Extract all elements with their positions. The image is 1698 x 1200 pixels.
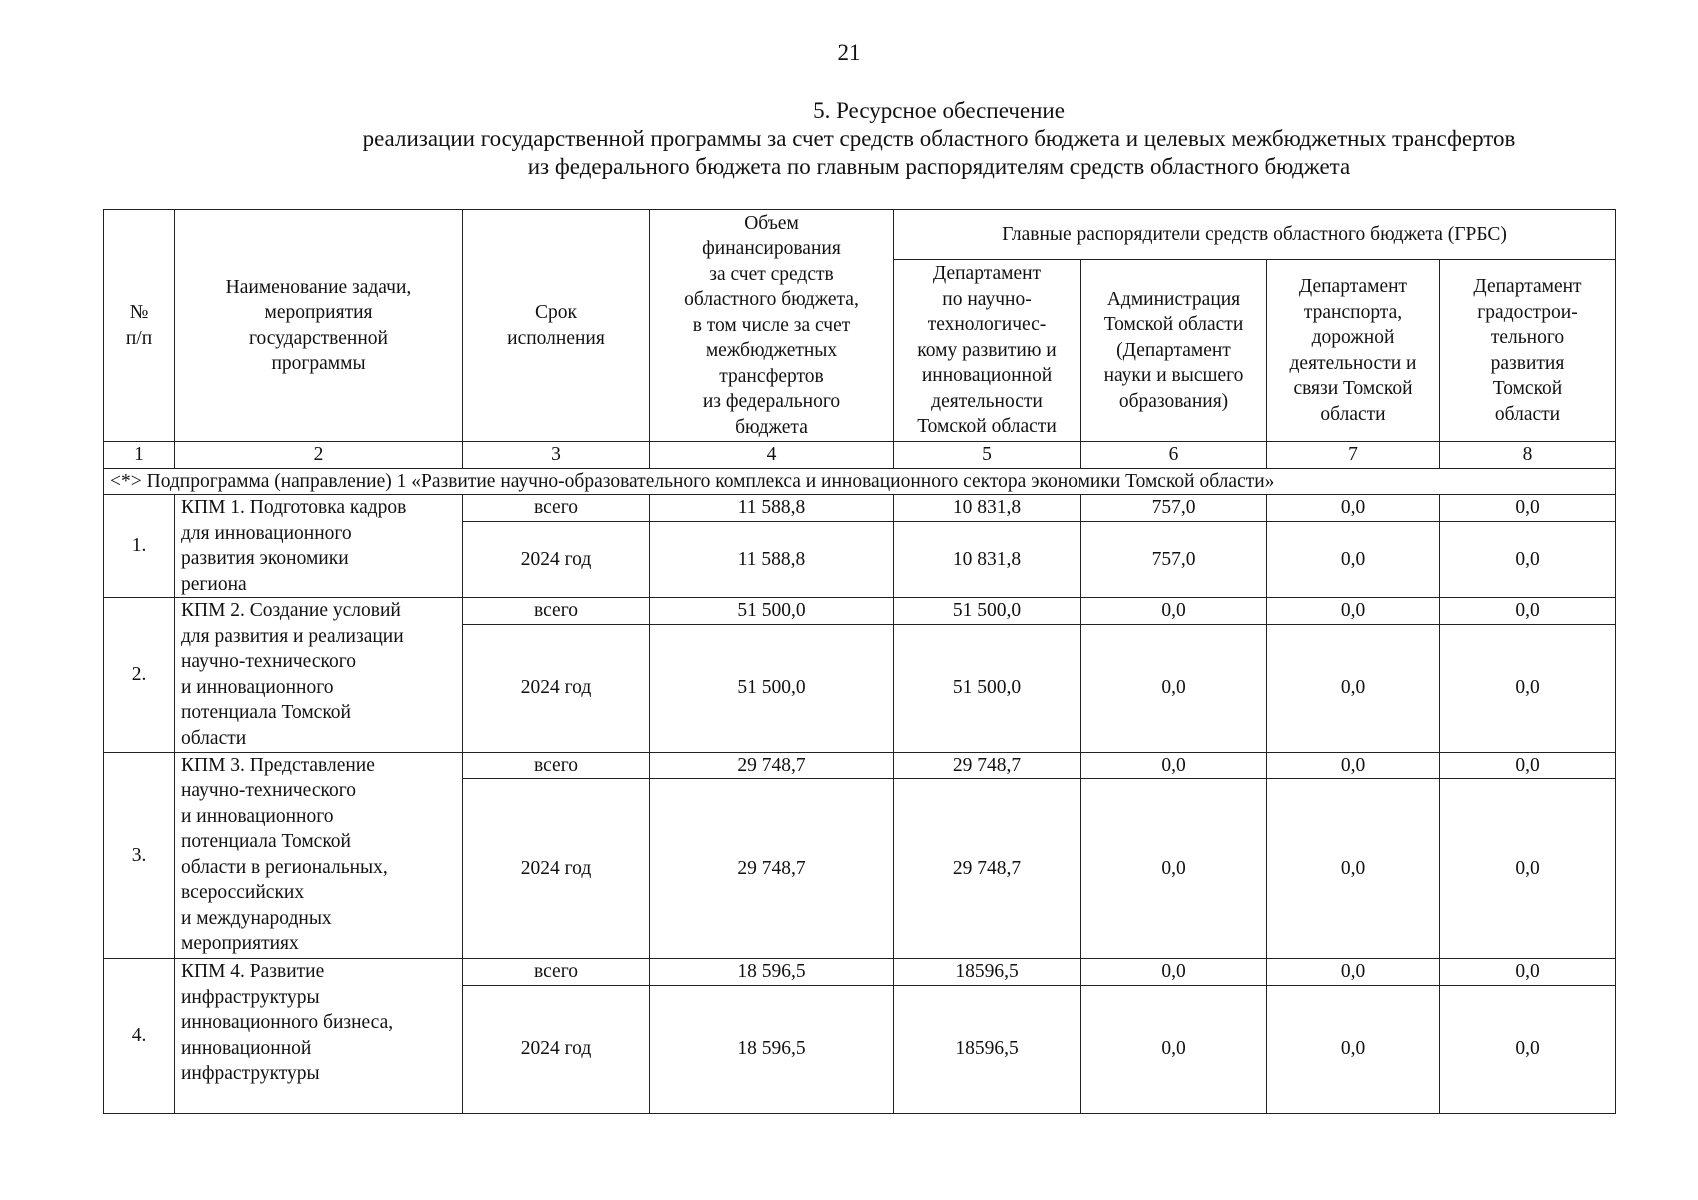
cell-term: всего: [463, 752, 650, 779]
header-term: Срок исполнения: [463, 210, 650, 442]
column-number: 2: [175, 442, 463, 469]
resource-table: [103, 209, 1616, 1114]
table-row: [104, 598, 1616, 625]
cell-dept-science: 29 748,7: [894, 752, 1081, 779]
cell-dept-urban: 0,0: [1440, 959, 1616, 986]
column-number: 8: [1440, 442, 1616, 469]
cell-admin: 757,0: [1081, 521, 1267, 597]
row-number: 4.: [104, 959, 175, 1114]
cell-dept-science: 29 748,7: [894, 779, 1081, 959]
table-row: [104, 752, 1616, 779]
cell-admin: 0,0: [1081, 752, 1267, 779]
header-admin: Администрация Томской области (Департамент науки и высшего образования): [1081, 260, 1267, 442]
column-number: 7: [1267, 442, 1440, 469]
subprogram-title: <*> Подпрограмма (направление) 1 «Развитие научно-образовательного комплекса и инновационного сектора экономики Томской области»: [104, 468, 1616, 495]
table-row: [104, 495, 1616, 522]
cell-dept-science: 10 831,8: [894, 521, 1081, 597]
cell-dept-urban: 0,0: [1440, 624, 1616, 752]
cell-dept-transport: 0,0: [1267, 624, 1440, 752]
cell-term: 2024 год: [463, 985, 650, 1113]
cell-dept-science: 18596,5: [894, 985, 1081, 1113]
cell-volume: 18 596,5: [650, 959, 894, 986]
row-name: КПМ 1. Подготовка кадров для инновационного развития экономики региона: [175, 495, 463, 598]
cell-dept-transport: 0,0: [1267, 959, 1440, 986]
cell-dept-science: 51 500,0: [894, 598, 1081, 625]
cell-dept-urban: 0,0: [1440, 752, 1616, 779]
cell-dept-urban: 0,0: [1440, 521, 1616, 597]
column-number: 5: [894, 442, 1081, 469]
cell-volume: 29 748,7: [650, 779, 894, 959]
header-dept-transport: Департамент транспорта, дорожной деятельности и связи Томской области: [1267, 260, 1440, 442]
column-number-row: [104, 442, 1616, 469]
header-dept-urban: Департамент градострои- тельного развития Томской области: [1440, 260, 1616, 442]
cell-admin: 757,0: [1081, 495, 1267, 522]
row-name: КПМ 4. Развитие инфраструктуры инновационного бизнеса, инновационной инфраструктуры: [175, 959, 463, 1114]
cell-volume: 51 500,0: [650, 598, 894, 625]
heading-line-3: из федерального бюджета по главным распорядителям средств областного бюджета: [527, 154, 1351, 179]
cell-admin: 0,0: [1081, 959, 1267, 986]
cell-dept-transport: 0,0: [1267, 521, 1440, 597]
heading-line-1: 5. Ресурсное обеспечение: [813, 98, 1065, 123]
header-grbs: Главные распорядители средств областного бюджета (ГРБС): [894, 210, 1616, 260]
cell-dept-urban: 0,0: [1440, 985, 1616, 1113]
column-number: 4: [650, 442, 894, 469]
page-number: 21: [837, 40, 861, 65]
row-name: КПМ 2. Создание условий для развития и реализации научно-технического и инновационного потенциала Томской области: [175, 598, 463, 753]
cell-admin: 0,0: [1081, 598, 1267, 625]
table-row: [104, 959, 1616, 986]
row-number: 2.: [104, 598, 175, 753]
cell-term: 2024 год: [463, 624, 650, 752]
cell-admin: 0,0: [1081, 779, 1267, 959]
cell-dept-science: 10 831,8: [894, 495, 1081, 522]
cell-dept-urban: 0,0: [1440, 779, 1616, 959]
row-number: 3.: [104, 752, 175, 959]
header-num: № п/п: [104, 210, 175, 442]
cell-term: всего: [463, 495, 650, 522]
cell-volume: 11 588,8: [650, 495, 894, 522]
cell-dept-science: 51 500,0: [894, 624, 1081, 752]
cell-volume: 18 596,5: [650, 985, 894, 1113]
cell-admin: 0,0: [1081, 985, 1267, 1113]
row-name: КПМ 3. Представление научно-технического и инновационного потенциала Томской области в региональных, всероссийских и международных мероприятиях: [175, 752, 463, 959]
column-number: 6: [1081, 442, 1267, 469]
cell-dept-science: 18596,5: [894, 959, 1081, 986]
cell-admin: 0,0: [1081, 624, 1267, 752]
cell-dept-transport: 0,0: [1267, 779, 1440, 959]
cell-dept-transport: 0,0: [1267, 598, 1440, 625]
cell-dept-transport: 0,0: [1267, 495, 1440, 522]
cell-volume: 11 588,8: [650, 521, 894, 597]
header-dept-science: Департамент по научно- технологичес- кому развитию и инновационной деятельности Томской области: [894, 260, 1081, 442]
cell-dept-transport: 0,0: [1267, 985, 1440, 1113]
cell-term: 2024 год: [463, 779, 650, 959]
header-volume: Объем финансирования за счет средств областного бюджета, в том числе за счет межбюджетных трансфертов из федерального бюджета: [650, 210, 894, 442]
cell-term: всего: [463, 598, 650, 625]
row-number: 1.: [104, 495, 175, 598]
cell-term: 2024 год: [463, 521, 650, 597]
cell-volume: 51 500,0: [650, 624, 894, 752]
column-number: 3: [463, 442, 650, 469]
cell-dept-transport: 0,0: [1267, 752, 1440, 779]
column-number: 1: [104, 442, 175, 469]
cell-dept-urban: 0,0: [1440, 495, 1616, 522]
heading-line-2: реализации государственной программы за счет средств областного бюджета и целевых межбюджетных трансфертов: [362, 126, 1516, 151]
cell-dept-urban: 0,0: [1440, 598, 1616, 625]
document-heading: [0, 97, 1698, 181]
cell-volume: 29 748,7: [650, 752, 894, 779]
cell-term: всего: [463, 959, 650, 986]
header-name: Наименование задачи, мероприятия государственной программы: [175, 210, 463, 442]
